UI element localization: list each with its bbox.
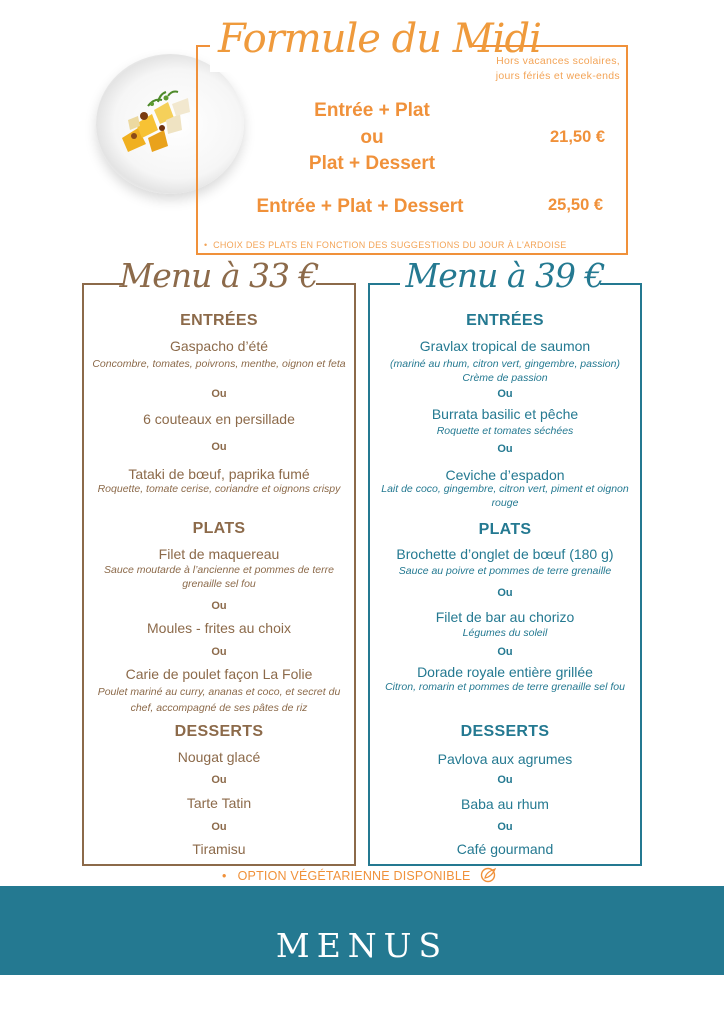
menu-39-entree-2: Burrata basilic et pêche — [431, 406, 579, 422]
offer2-label: Entrée + Plat + Dessert — [256, 196, 464, 217]
menu-33-ou: Ou — [211, 441, 227, 453]
menu-33-plat-1-desc: Sauce moutarde à l’ancienne et pommes de terre grenaille sel fou — [104, 564, 334, 590]
menu-33-entree-1: Gaspacho d’été — [169, 338, 269, 354]
menu-33-entree-1-desc: Concombre, tomates, poivrons, menthe, oignon et feta — [92, 358, 346, 370]
menu-33-entrees-heading: ENTRÉES — [180, 312, 258, 329]
formula-footnote: • CHOIX DES PLATS EN FONCTION DES SUGGESTIONS DU JOUR À L'ARDOISE — [204, 240, 614, 250]
menu-33-plat-2: Moules - frites au choix — [147, 620, 291, 636]
menu-33-entree-3: Tataki de bœuf, paprika fumé — [128, 466, 310, 482]
menu-33-desserts-heading: DESSERTS — [174, 723, 264, 740]
menu-33-dessert-3: Tiramisu — [192, 841, 246, 857]
menu-39-entree-2-desc: Roquette et tomates séchées — [436, 425, 574, 437]
offer2-price: 25,50 € — [548, 196, 604, 214]
menu-39-plat-2: Filet de bar au chorizo — [435, 609, 575, 625]
menu-33-plat-3-desc: Poulet mariné au curry, ananas et coco, et secret du chef, accompagné de ses pâtes de riz — [97, 686, 341, 714]
menu-39-plat-1: Brochette d’onglet de bœuf (180 g) — [396, 546, 614, 562]
menu-39-entree-1-desc2: Crème de passion — [462, 372, 548, 384]
menu-39-entree-3-desc: Lait de coco, gingembre, citron vert, piment et oignon rouge — [381, 483, 629, 509]
bullet-icon: • — [204, 240, 214, 250]
menu-39-title: Menu à 39 € — [405, 256, 605, 295]
menu-39-ou: Ou — [497, 587, 513, 599]
offer1-line2: ou — [360, 127, 384, 148]
offer1-line1: Entrée + Plat — [314, 100, 430, 121]
menu-39-ou: Ou — [497, 388, 513, 400]
menu-39-entrees-heading: ENTRÉES — [466, 312, 544, 329]
footer-title: MENUS — [275, 926, 449, 965]
menu-33-plats-heading: PLATS — [192, 520, 246, 537]
menu-39-entree-1-desc: (mariné au rhum, citron vert, gingembre, passion) — [390, 358, 620, 370]
menu-39-plat-1-desc: Sauce au poivre et pommes de terre grenaille — [398, 565, 612, 577]
menu-39-plat-2-desc: Légumes du soleil — [462, 627, 548, 639]
menu-33-title: Menu à 33 € — [119, 256, 319, 295]
formula-note: Hors vacances scolaires, jours fériés et week-ends — [495, 55, 620, 82]
menu-33-entree-3-desc: Roquette, tomate cerise, coriandre et oignons crispy — [97, 483, 341, 495]
menu-33-plat-1: Filet de maquereau — [158, 546, 280, 562]
menu-33-dessert-1: Nougat glacé — [177, 749, 261, 765]
menu-33-plat-3: Carie de poulet façon La Folie — [125, 666, 313, 682]
bullet-icon: • — [222, 869, 238, 883]
leaf-icon — [480, 867, 498, 883]
menu-33-entree-2: 6 couteaux en persillade — [143, 411, 295, 427]
vegetarian-option: • OPTION VÉGÉTARIENNE DISPONIBLE — [222, 867, 498, 883]
menu-33-ou: Ou — [211, 774, 227, 786]
menu-39-ou: Ou — [497, 821, 513, 833]
menu-39-ou: Ou — [497, 646, 513, 658]
menu-33-dessert-2: Tarte Tatin — [186, 795, 252, 811]
menu-39-dessert-2: Baba au rhum — [461, 796, 549, 812]
menu-33-ou: Ou — [211, 646, 227, 658]
formula-title: Formule du Midi — [218, 16, 541, 62]
menu-39-ou: Ou — [497, 443, 513, 455]
menu-39-dessert-3: Café gourmand — [456, 841, 554, 857]
menu-39-desserts-heading: DESSERTS — [460, 723, 550, 740]
menu-39-plat-3: Dorade royale entière grillée — [417, 664, 593, 680]
menu-39-ou: Ou — [497, 774, 513, 786]
menu-39-plats-heading: PLATS — [478, 521, 532, 538]
menu-39-dessert-1: Pavlova aux agrumes — [437, 751, 573, 767]
menu-39-plat-3-desc: Citron, romarin et pommes de terre grenaille sel fou — [385, 681, 625, 693]
menu-33-ou: Ou — [211, 600, 227, 612]
menu-39-entree-1: Gravlax tropical de saumon — [419, 338, 591, 354]
menu-33-ou: Ou — [211, 388, 227, 400]
offer1-price: 21,50 € — [550, 128, 606, 146]
offer1-line3: Plat + Dessert — [308, 153, 436, 174]
food-image — [108, 76, 208, 166]
menu-33-ou: Ou — [211, 821, 227, 833]
menu-39-entree-3: Ceviche d’espadon — [445, 467, 565, 483]
